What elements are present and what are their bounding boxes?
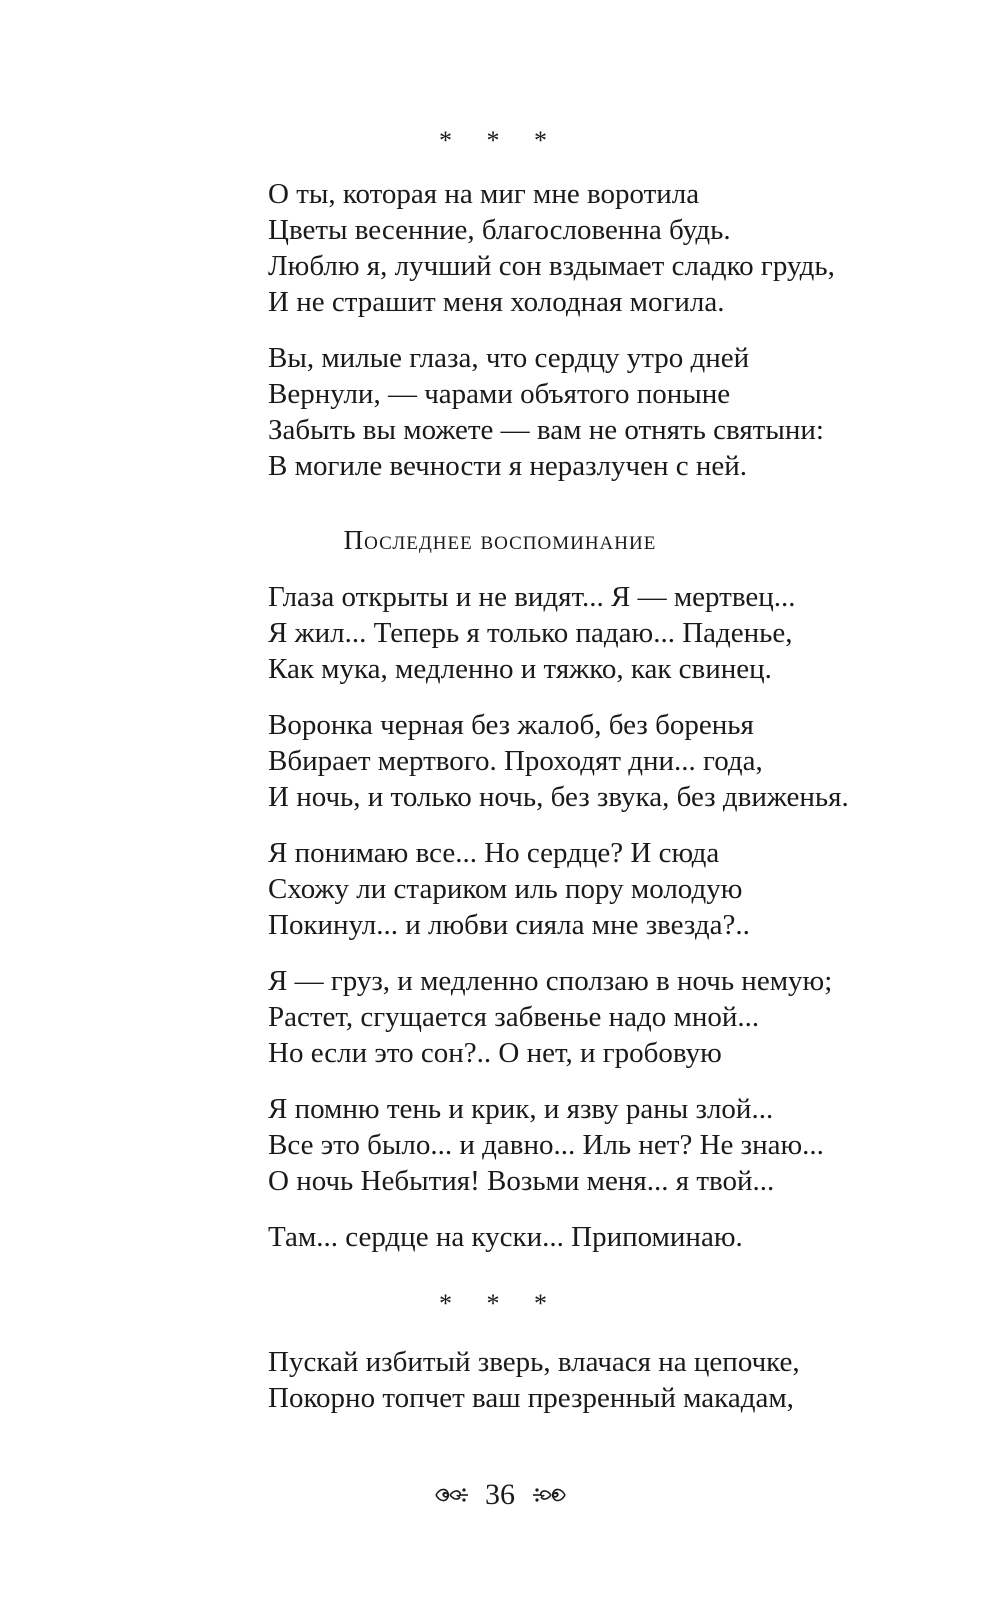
poem-line: Я — груз, и медленно сползаю в ночь немую;	[268, 965, 833, 997]
poem-line: Схожу ли стариком иль пору молодую	[268, 873, 743, 905]
poem-line: Вбирает мертвого. Проходят дни... года,	[268, 745, 763, 777]
poem-title: Последнее воспоминание	[343, 525, 657, 555]
poem-line: Как мука, медленно и тяжко, как свинец.	[268, 653, 772, 685]
poem-line: Люблю я, лучший сон вздымает сладко грудь,	[268, 250, 835, 282]
poem-line: Глаза открыты и не видят... Я — мертвец...	[268, 581, 796, 613]
page-number-footer	[0, 1477, 1000, 1515]
poem-stanza	[268, 340, 928, 484]
poem-line: Я жил... Теперь я только падаю... Паденье,	[268, 617, 793, 649]
page-number: 36	[485, 1478, 515, 1511]
asterism-divider-bottom: * * *	[439, 1289, 561, 1318]
poem-stanza	[268, 176, 928, 320]
poem-line: Все это было... и давно... Иль нет? Не знаю...	[268, 1129, 824, 1161]
ornament-right-icon	[531, 1479, 567, 1515]
poem-stanza	[268, 707, 928, 815]
poem-line: Вернули, — чарами объятого поныне	[268, 378, 731, 410]
poem-line: О ты, которая на миг мне воротила	[268, 178, 700, 210]
ornament-left-icon	[434, 1479, 470, 1515]
poem-stanza	[268, 1091, 928, 1199]
poem-line: Вы, милые глаза, что сердцу утро дней	[268, 342, 750, 374]
poem-line: Забыть вы можете — вам не отнять святыни:	[268, 414, 824, 446]
poem-line: Покорно топчет ваш презренный макадам,	[268, 1382, 794, 1414]
poem-line: Растет, сгущается забвенье надо мной...	[268, 1001, 760, 1033]
poem-line: Покинул... и любви сияла мне звезда?..	[268, 909, 750, 941]
poem-line: О ночь Небытия! Возьми меня... я твой...	[268, 1165, 775, 1197]
poem-line: Воронка черная без жалоб, без боренья	[268, 709, 754, 741]
poem-line: В могиле вечности я неразлучен с ней.	[268, 450, 748, 482]
poem-stanza	[268, 1344, 928, 1416]
poem-stanza	[268, 963, 928, 1071]
poem-line: Там... сердце на куски... Припоминаю.	[268, 1221, 743, 1253]
poem-line: Но если это сон?.. О нет, и гробовую	[268, 1037, 722, 1069]
poem-line: Я понимаю все... Но сердце? И сюда	[268, 837, 720, 869]
poem-stanza	[268, 579, 928, 687]
poem-stanza	[268, 835, 928, 943]
poem-line: И не страшит меня холодная могила.	[268, 286, 725, 318]
poem-line: Я помню тень и крик, и язву раны злой...	[268, 1093, 774, 1125]
poem-stanza	[268, 1219, 928, 1255]
poem-line: И ночь, и только ночь, без звука, без движенья.	[268, 781, 849, 813]
poem-line: Цветы весенние, благословенна будь.	[268, 214, 731, 246]
asterism-divider-top: * * *	[439, 126, 561, 155]
poem-line: Пускай избитый зверь, влачася на цепочке,	[268, 1346, 800, 1378]
